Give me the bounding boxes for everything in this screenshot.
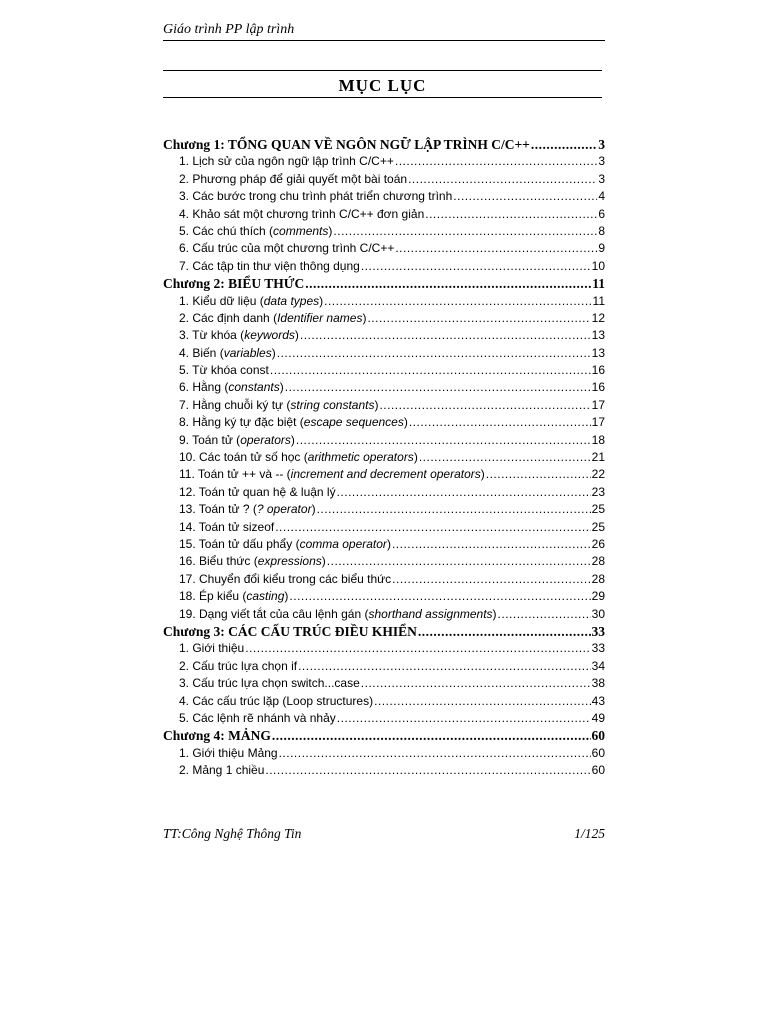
toc-section-entry — [163, 171, 605, 188]
toc-entry-italic-term: data types — [263, 293, 320, 308]
toc-entry-page: 33 — [591, 623, 605, 639]
toc-entry-label — [179, 310, 366, 327]
toc-entry-text: 5. Các chú thích ( — [179, 223, 274, 238]
dot-leader — [324, 293, 591, 310]
toc-entry-text-end: ) — [284, 589, 289, 604]
table-of-contents — [163, 136, 605, 779]
toc-entry-page: 30 — [591, 606, 605, 621]
toc-entry-label — [179, 762, 264, 779]
toc-entry-label — [179, 588, 288, 605]
dot-leader — [361, 258, 591, 275]
toc-entry-page: 60 — [591, 745, 605, 760]
toc-entry-label — [179, 693, 373, 710]
dot-leader — [418, 623, 591, 640]
toc-section-entry — [163, 710, 605, 727]
dot-leader — [531, 136, 597, 153]
toc-entry-italic-term: escape sequences — [303, 415, 404, 430]
toc-entry-text: 6. Hằng ( — [179, 380, 229, 395]
dot-leader — [333, 223, 597, 240]
toc-entry-page: 11 — [592, 276, 605, 292]
toc-section-entry — [163, 588, 605, 605]
toc-entry-text: Chương 4: MẢNG — [163, 728, 271, 744]
dot-leader — [298, 658, 591, 675]
toc-entry-page: 9 — [598, 241, 605, 256]
toc-entry-text-end: ) — [374, 397, 379, 412]
toc-entry-text: 7. Các tập tin thư viện thông dụng — [179, 258, 360, 273]
dot-leader — [337, 484, 591, 501]
toc-section-entry — [163, 519, 605, 536]
toc-entry-label — [179, 258, 360, 275]
toc-entry-label — [163, 623, 417, 640]
toc-section-entry — [163, 258, 605, 275]
page-number: 1/125 — [574, 826, 605, 841]
toc-entry-label — [179, 345, 276, 362]
toc-section-entry — [163, 466, 605, 483]
dot-leader — [361, 675, 591, 692]
toc-entry-italic-term: keywords — [244, 328, 295, 343]
toc-section-entry — [163, 571, 605, 588]
toc-entry-page: 33 — [591, 641, 605, 656]
toc-entry-page: 11 — [592, 293, 605, 308]
toc-entry-text: 2. Các định danh ( — [179, 310, 278, 325]
toc-entry-italic-term: comments — [273, 223, 329, 238]
toc-entry-label — [179, 571, 391, 588]
toc-entry-label — [179, 519, 274, 536]
toc-entry-italic-term: string constants — [290, 397, 375, 412]
dot-leader — [270, 362, 591, 379]
toc-entry-text: 2. Phương pháp để giải quyết một bài toán — [179, 171, 408, 186]
toc-section-entry — [163, 675, 605, 692]
toc-entry-page: 25 — [591, 519, 605, 534]
toc-section-entry — [163, 432, 605, 449]
toc-entry-label — [179, 188, 452, 205]
toc-entry-text: 7. Hằng chuỗi ký tự ( — [179, 397, 291, 412]
toc-section-entry — [163, 553, 605, 570]
toc-entry-text: 1. Kiểu dữ liệu ( — [179, 293, 264, 308]
toc-entry-page: 13 — [591, 345, 605, 360]
toc-section-entry — [163, 762, 605, 779]
toc-entry-text: 1. Giới thiệu — [179, 641, 245, 656]
toc-entry-text: 3. Các bước trong chu trình phát triển chương trình — [179, 189, 453, 204]
dot-leader — [277, 345, 591, 362]
toc-entry-label — [179, 240, 394, 257]
toc-section-entry — [163, 449, 605, 466]
toc-entry-label — [179, 710, 336, 727]
toc-entry-page: 34 — [591, 658, 605, 673]
toc-section-entry — [163, 536, 605, 553]
footer-left: TT:Công Nghệ Thông Tin — [163, 826, 302, 841]
toc-entry-text: 13. Toán tử ? ( — [179, 502, 257, 517]
dot-leader — [245, 640, 590, 657]
dot-leader — [395, 153, 597, 170]
toc-entry-text: 10. Các toán tử số học ( — [179, 450, 308, 465]
dot-leader — [409, 414, 591, 431]
toc-entry-page: 18 — [591, 432, 605, 447]
toc-entry-page: 16 — [591, 380, 605, 395]
toc-entry-text-end: ) — [492, 606, 497, 621]
toc-section-entry — [163, 501, 605, 518]
toc-entry-page: 3 — [598, 171, 605, 186]
toc-entry-italic-term: expressions — [257, 554, 322, 569]
toc-entry-text-end: ) — [279, 380, 284, 395]
toc-entry-text: 11. Toán tử ++ và -- ( — [179, 467, 291, 482]
toc-entry-text-end: ) — [386, 536, 391, 551]
toc-entry-italic-term: variables — [223, 345, 272, 360]
toc-entry-page: 13 — [591, 328, 605, 343]
toc-chapter-entry — [163, 727, 605, 744]
toc-entry-text-end: ) — [403, 415, 408, 430]
toc-entry-text: Chương 1: TỔNG QUAN VỀ NGÔN NGỮ LẬP TRÌNH C/C++ — [163, 137, 530, 152]
dot-leader — [374, 693, 591, 710]
toc-entry-label — [179, 362, 269, 379]
toc-entry-italic-term: Identifier names — [277, 310, 363, 325]
toc-entry-page: 28 — [591, 571, 605, 586]
dot-leader — [392, 536, 591, 553]
toc-chapter-entry — [163, 136, 605, 153]
dot-leader — [296, 432, 591, 449]
dot-leader — [265, 762, 590, 779]
dot-leader — [379, 397, 590, 414]
toc-entry-text: 4. Khảo sát một chương trình C/C++ đơn giản — [179, 206, 425, 221]
toc-entry-label — [179, 206, 424, 223]
toc-entry-text: 16. Biểu thức ( — [179, 554, 258, 569]
toc-entry-label — [163, 275, 304, 292]
toc-entry-page: 23 — [591, 484, 605, 499]
dot-leader — [275, 519, 590, 536]
toc-entry-label — [179, 414, 408, 431]
toc-entry-text-end: ) — [413, 450, 418, 465]
header-rule — [163, 40, 605, 41]
toc-entry-page: 38 — [591, 676, 605, 691]
toc-section-entry — [163, 345, 605, 362]
toc-chapter-entry — [163, 275, 605, 292]
dot-leader — [498, 606, 591, 623]
dot-leader — [337, 710, 591, 727]
dot-leader — [289, 588, 590, 605]
toc-entry-text-end: ) — [290, 432, 295, 447]
toc-entry-text: 6. Cấu trúc của một chương trình C/C++ — [179, 241, 395, 256]
toc-heading: MỤC LỤC — [163, 70, 602, 98]
toc-entry-label — [179, 501, 316, 518]
toc-entry-text: 3. Cấu trúc lựa chọn switch...case — [179, 676, 360, 691]
toc-entry-page: 17 — [591, 397, 605, 412]
toc-entry-label — [179, 675, 360, 692]
dot-leader — [395, 240, 597, 257]
toc-entry-page: 60 — [591, 763, 605, 778]
toc-entry-page: 25 — [591, 502, 605, 517]
toc-section-entry — [163, 397, 605, 414]
toc-chapter-entry — [163, 623, 605, 640]
toc-section-entry — [163, 293, 605, 310]
toc-entry-text: 12. Toán tử quan hệ & luận lý — [179, 484, 336, 499]
toc-entry-text: Chương 2: BIỂU THỨC — [163, 276, 305, 292]
toc-entry-label — [179, 658, 297, 675]
toc-entry-label — [179, 432, 295, 449]
toc-entry-page: 16 — [591, 363, 605, 378]
toc-entry-text-end: ) — [271, 345, 276, 360]
toc-entry-page: 8 — [598, 223, 605, 238]
toc-section-entry — [163, 240, 605, 257]
toc-entry-text-end: ) — [480, 467, 485, 482]
toc-entry-text: 2. Mảng 1 chiều — [179, 763, 265, 778]
toc-section-entry — [163, 484, 605, 501]
toc-entry-page: 4 — [598, 189, 605, 204]
toc-entry-text: 4. Biến ( — [179, 345, 224, 360]
dot-leader — [272, 727, 591, 744]
toc-entry-text: 3. Từ khóa ( — [179, 328, 245, 343]
dot-leader — [419, 449, 591, 466]
toc-entry-text: 8. Hằng ký tự đặc biệt ( — [179, 415, 304, 430]
toc-entry-label — [179, 379, 284, 396]
toc-entry-text-end: ) — [294, 328, 299, 343]
toc-section-entry — [163, 658, 605, 675]
toc-section-entry — [163, 745, 605, 762]
toc-entry-page: 28 — [591, 554, 605, 569]
dot-leader — [408, 171, 597, 188]
toc-entry-italic-term: increment and decrement operators — [290, 467, 481, 482]
toc-entry-label — [179, 745, 278, 762]
toc-entry-label — [179, 553, 326, 570]
toc-section-entry — [163, 153, 605, 170]
toc-entry-text: 5. Các lệnh rẽ nhánh và nhảy — [179, 710, 336, 725]
toc-entry-text-end: ) — [328, 223, 333, 238]
toc-entry-italic-term: shorthand assignments — [368, 606, 493, 621]
toc-section-entry — [163, 206, 605, 223]
toc-section-entry — [163, 606, 605, 623]
toc-entry-label — [179, 536, 391, 553]
dot-leader — [300, 327, 591, 344]
toc-entry-text: 1. Giới thiệu Mảng — [179, 745, 278, 760]
toc-entry-text: 19. Dạng viết tắt của câu lệnh gán ( — [179, 606, 369, 621]
toc-entry-italic-term: comma operator — [299, 536, 387, 551]
toc-entry-page: 26 — [591, 536, 605, 551]
toc-entry-page: 22 — [591, 467, 605, 482]
toc-entry-page: 10 — [591, 258, 605, 273]
toc-entry-page: 21 — [591, 450, 605, 465]
toc-section-entry — [163, 362, 605, 379]
dot-leader — [392, 571, 590, 588]
toc-entry-label — [179, 397, 378, 414]
dot-leader — [279, 745, 591, 762]
toc-entry-italic-term: constants — [228, 380, 280, 395]
toc-entry-italic-term: casting — [246, 589, 285, 604]
toc-entry-label — [179, 293, 323, 310]
toc-entry-text: 4. Các cấu trúc lặp (Loop structures) — [179, 693, 374, 708]
toc-entry-label — [163, 136, 530, 153]
toc-entry-label — [179, 153, 394, 170]
toc-entry-page: 17 — [591, 415, 605, 430]
toc-entry-page: 6 — [598, 206, 605, 221]
toc-entry-label — [179, 223, 332, 240]
dot-leader — [305, 275, 591, 292]
toc-entry-page: 60 — [591, 728, 605, 744]
toc-entry-text: Chương 3: CÁC CẤU TRÚC ĐIỀU KHIỂN — [163, 623, 417, 639]
dot-leader — [486, 466, 591, 483]
toc-entry-italic-term: operators — [240, 432, 291, 447]
toc-entry-label — [179, 606, 497, 623]
dot-leader — [317, 501, 591, 518]
toc-entry-text-end: ) — [362, 310, 367, 325]
dot-leader — [327, 553, 591, 570]
dot-leader — [453, 188, 597, 205]
toc-entry-label — [163, 727, 271, 744]
toc-section-entry — [163, 223, 605, 240]
toc-entry-label — [179, 466, 485, 483]
toc-entry-italic-term: ? operator — [256, 502, 312, 517]
dot-leader — [425, 206, 597, 223]
toc-section-entry — [163, 693, 605, 710]
toc-entry-text: 1. Lịch sử của ngôn ngữ lập trình C/C++ — [179, 154, 394, 169]
toc-entry-text: 5. Từ khóa const — [179, 363, 269, 378]
toc-entry-text: 9. Toán tử ( — [179, 432, 241, 447]
toc-section-entry — [163, 379, 605, 396]
toc-entry-text: 14. Toán tử sizeof — [179, 519, 275, 534]
toc-section-entry — [163, 188, 605, 205]
toc-entry-text: 18. Ép kiểu ( — [179, 589, 247, 604]
toc-entry-page: 29 — [591, 589, 605, 604]
toc-section-entry — [163, 640, 605, 657]
toc-entry-text-end: ) — [319, 293, 324, 308]
toc-entry-page: 3 — [598, 137, 605, 152]
toc-entry-text-end: ) — [321, 554, 326, 569]
toc-entry-label — [179, 327, 299, 344]
running-header: Giáo trình PP lập trình — [163, 22, 295, 37]
toc-entry-page: 12 — [591, 310, 605, 325]
toc-entry-text: 2. Cấu trúc lựa chọn if — [179, 658, 298, 673]
toc-entry-page: 43 — [591, 693, 605, 708]
toc-entry-label — [179, 640, 244, 657]
toc-entry-label — [179, 171, 407, 188]
toc-entry-text: 15. Toán tử dấu phẩy ( — [179, 536, 300, 551]
toc-entry-label — [179, 484, 336, 501]
toc-entry-italic-term: arithmetic operators — [307, 450, 414, 465]
toc-section-entry — [163, 327, 605, 344]
toc-entry-text: 17. Chuyển đổi kiểu trong các biểu thức — [179, 571, 392, 586]
dot-leader — [285, 379, 591, 396]
toc-entry-label — [179, 449, 418, 466]
toc-section-entry — [163, 414, 605, 431]
dot-leader — [367, 310, 590, 327]
toc-entry-page: 49 — [591, 710, 605, 725]
toc-entry-text-end: ) — [311, 502, 316, 517]
toc-section-entry — [163, 310, 605, 327]
toc-entry-page: 3 — [598, 154, 605, 169]
